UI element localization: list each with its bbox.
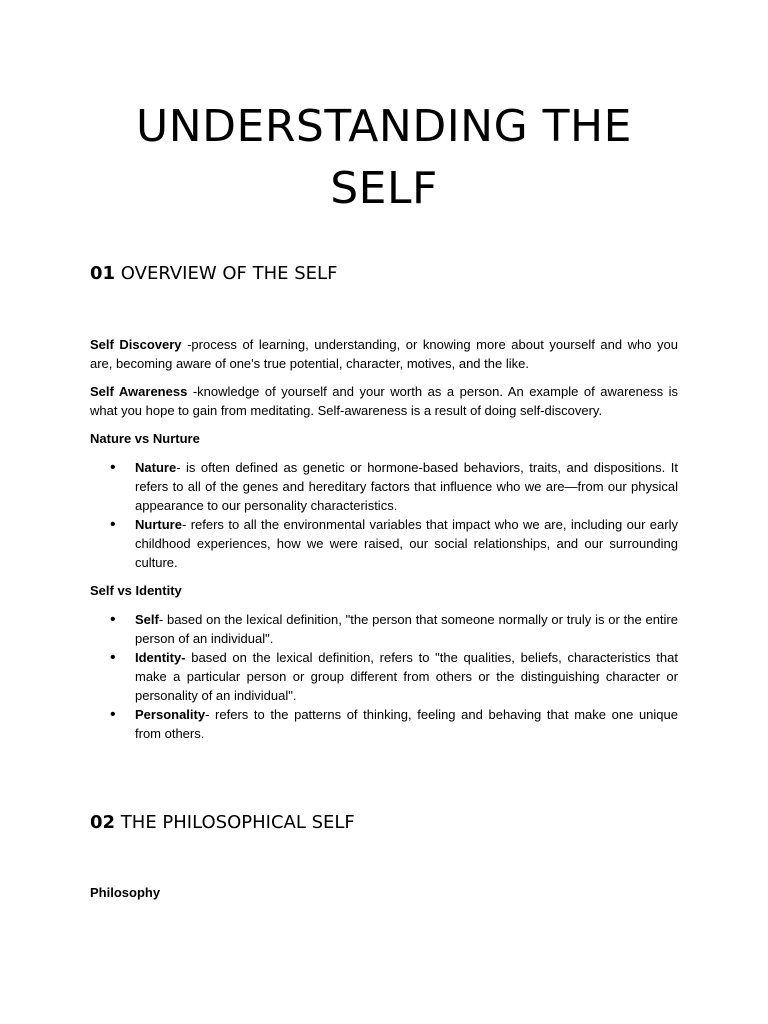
definition-personality: - refers to the patterns of thinking, feeling and behaving that make one unique from others. bbox=[135, 707, 678, 741]
section-title: THE PHILOSOPHICAL SELF bbox=[120, 812, 355, 833]
philosophical-body bbox=[90, 883, 678, 902]
document-page bbox=[90, 0, 678, 1024]
bullet-list-nature-nurture bbox=[90, 458, 678, 572]
list-item bbox=[90, 705, 678, 743]
list-item bbox=[90, 515, 678, 572]
term-personality: Personality bbox=[135, 707, 206, 722]
bullet-icon: • bbox=[110, 516, 116, 533]
section-heading-philosophical-self bbox=[90, 811, 678, 835]
section-title: OVERVIEW OF THE SELF bbox=[120, 263, 338, 284]
term-nurture: Nurture bbox=[135, 517, 182, 532]
term-identity: Identity- bbox=[135, 650, 186, 665]
definition-identity: based on the lexical definition, refers to "the qualities, beliefs, characteristics that make a particular person or group different from others or the distinguishing character or personality of an individual". bbox=[135, 650, 678, 703]
bullet-icon: • bbox=[110, 706, 116, 723]
paragraph-self-discovery bbox=[90, 335, 678, 373]
paragraph-self-awareness bbox=[90, 382, 678, 420]
list-item bbox=[90, 648, 678, 705]
term-nature: Nature bbox=[135, 460, 177, 475]
term-self-discovery: Self Discovery bbox=[90, 337, 182, 352]
definition-self-awareness: -knowledge of yourself and your worth as a person. An example of awareness is what you hope to gain from meditating. Self-awareness is a result of doing self-discovery. bbox=[90, 384, 679, 418]
section-number: 02 bbox=[90, 812, 116, 833]
subheading-self-vs-identity: Self vs Identity bbox=[90, 583, 182, 598]
definition-nurture: - refers to all the environmental variables that impact who we are, including our early childhood experiences, how we were raised, our social relationships, and our surrounding culture. bbox=[135, 517, 678, 570]
subheading-philosophy: Philosophy bbox=[90, 885, 161, 900]
overview-body bbox=[90, 335, 678, 743]
definition-self: - based on the lexical definition, "the person that someone normally or truly is or the entire person of an individual". bbox=[135, 612, 678, 646]
document-title: UNDERSTANDING THE SELF bbox=[136, 101, 632, 214]
bullet-icon: • bbox=[110, 649, 116, 666]
term-self-awareness: Self Awareness bbox=[90, 384, 188, 399]
bullet-icon: • bbox=[110, 611, 116, 628]
section-heading-overview bbox=[90, 262, 678, 286]
bullet-list-self-identity bbox=[90, 610, 678, 743]
bullet-icon: • bbox=[110, 459, 116, 476]
subheading-nature-vs-nurture: Nature vs Nurture bbox=[90, 431, 200, 446]
list-item bbox=[90, 458, 678, 515]
definition-self-discovery: -process of learning, understanding, or knowing more about yourself and who you are, becoming aware of one's true potential, character, motives, and the like. bbox=[90, 337, 678, 371]
term-self: Self bbox=[135, 612, 159, 627]
section-number: 01 bbox=[90, 263, 116, 284]
list-item bbox=[90, 610, 678, 648]
definition-nature: - is often defined as genetic or hormone-based behaviors, traits, and dispositions. It refers to all of the genes and hereditary factors that influence who we are—from our physical appearance to our personality characteristics. bbox=[135, 460, 678, 513]
